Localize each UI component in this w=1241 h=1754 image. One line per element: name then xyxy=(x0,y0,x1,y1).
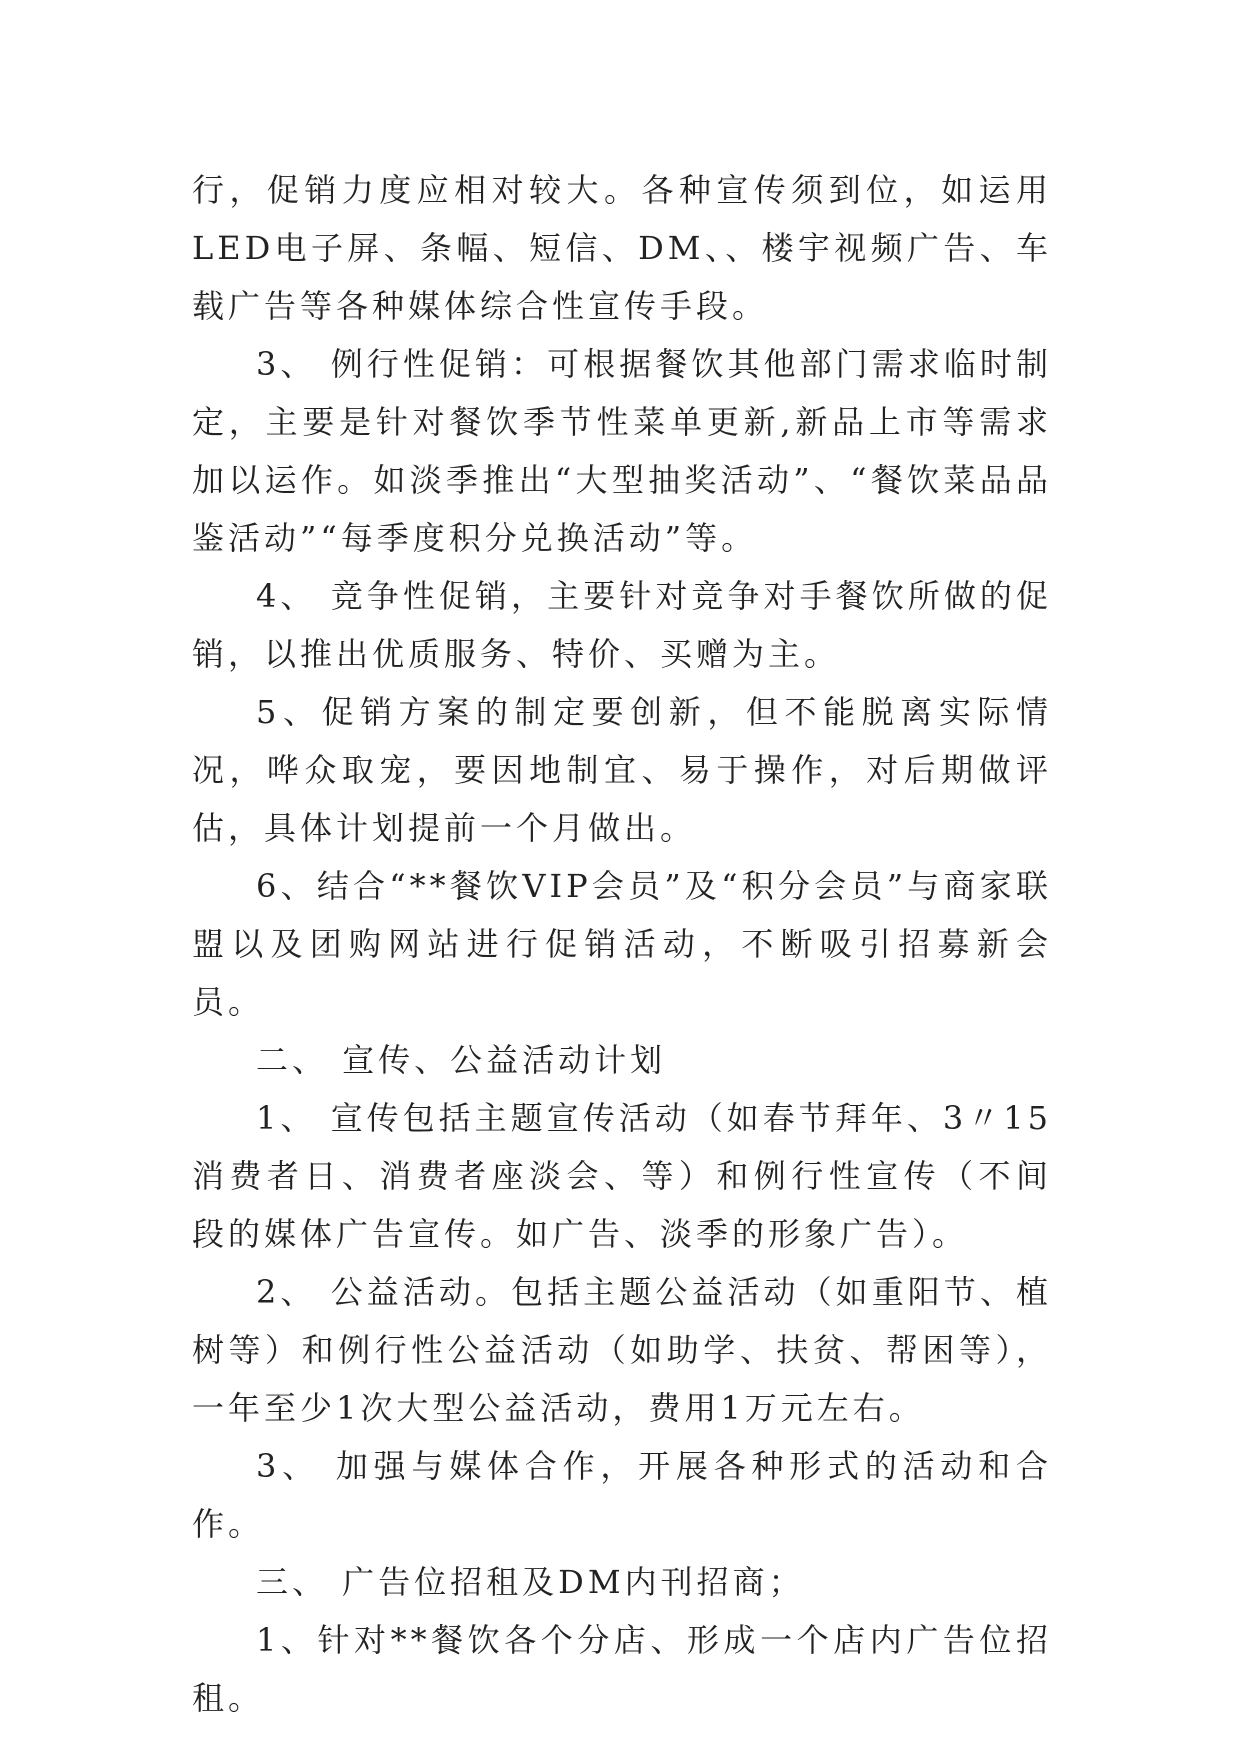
paragraph-routine-promotion: 3、 例行性促销：可根据餐饮其他部门需求临时制定，主要是针对餐饮季节性菜单更新,新品上市等需求加以运作。如淡季推出“大型抽奖活动”、“餐饮菜品品鉴活动”“每季度积分兑换活动”等。 xyxy=(192,345,1052,557)
paragraph-publicity-themes: 1、 宣传包括主题宣传活动（如春节拜年、3〃15消费者日、消费者座淡会、等）和例行性宣传（不间段的媒体广告宣传。如广告、淡季的形象广告）。 xyxy=(192,1099,1052,1253)
paragraph-innovation: 5、促销方案的制定要创新，但不能脱离实际情况，哗众取宠，要因地制宜、易于操作，对后期做评估，具体计划提前一个月做出。 xyxy=(192,693,1052,847)
document-body xyxy=(192,161,1052,1727)
paragraph-media-cooperation: 3、 加强与媒体合作，开展各种形式的活动和合作。 xyxy=(192,1447,1052,1543)
section-heading-advertising: 三、 广告位招租及DM内刊招商； xyxy=(256,1563,805,1601)
paragraph-ad-space: 1、针对**餐饮各个分店、形成一个店内广告位招租。 xyxy=(192,1621,1052,1717)
paragraph-charity: 2、 公益活动。包括主题公益活动（如重阳节、植树等）和例行性公益活动（如助学、扶贫、帮困等），一年至少1次大型公益活动，费用1万元左右。 xyxy=(192,1273,1052,1427)
paragraph-competitive-promotion: 4、 竞争性促销，主要针对竞争对手餐饮所做的促销，以推出优质服务、特价、买赠为主。 xyxy=(192,577,1052,673)
paragraph-vip-members: 6、结合“**餐饮VIP会员”及“积分会员”与商家联盟以及团购网站进行促销活动，不断吸引招募新会员。 xyxy=(192,867,1052,1021)
section-heading-publicity: 二、 宣传、公益活动计划 xyxy=(256,1041,667,1079)
paragraph-continued: 行，促销力度应相对较大。各种宣传须到位，如运用LED电子屏、条幅、短信、DM、、楼宇视频广告、车载广告等各种媒体综合性宣传手段。 xyxy=(192,171,1052,325)
